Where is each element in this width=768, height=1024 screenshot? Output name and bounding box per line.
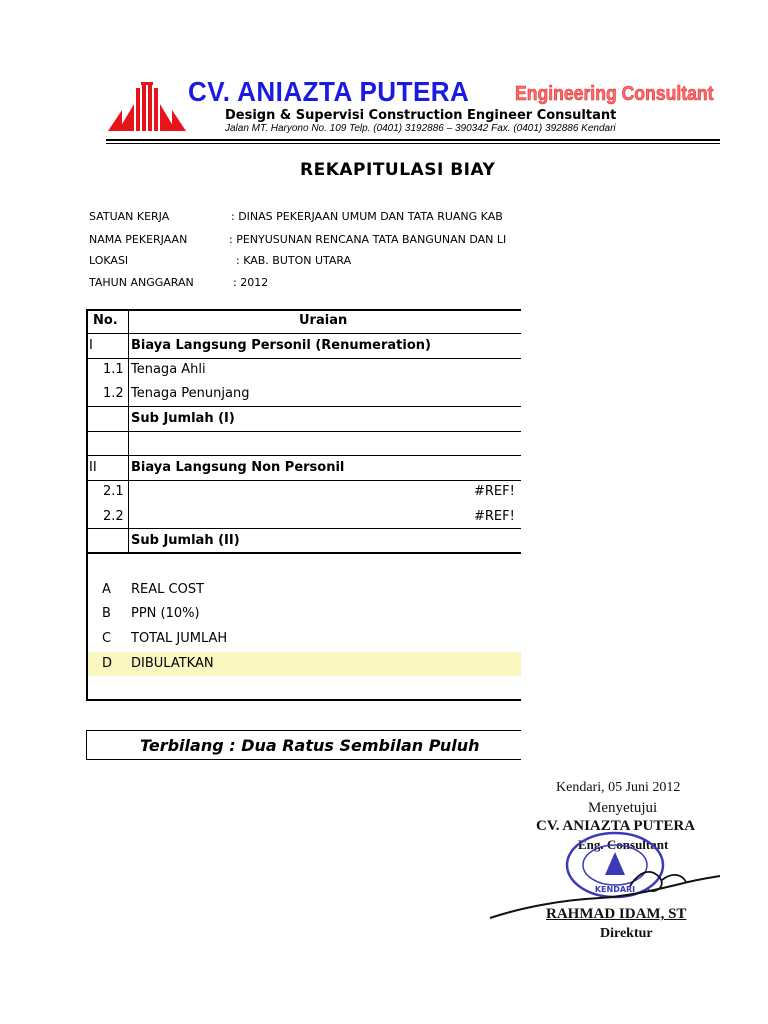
company-subtitle: Design & Supervisi Construction Engineer Consultant — [225, 108, 617, 123]
table-rule — [86, 480, 521, 481]
info-value-nama-pekerjaan: : PENYUSUNAN RENCANA TATA BANGUNAN DAN LI — [229, 233, 507, 246]
document-title: REKAPITULASI BIAY — [300, 160, 496, 180]
summary-label-dibulatkan: DIBULATKAN — [131, 656, 214, 671]
signatory-name: RAHMAD IDAM, ST — [546, 906, 687, 922]
row-subtotal: Sub Jumlah (I) — [131, 411, 235, 426]
row-no: I — [89, 338, 93, 353]
table-rule — [86, 431, 521, 432]
row-uraian: Tenaga Ahli — [131, 362, 206, 377]
info-label-lokasi: LOKASI — [89, 254, 129, 267]
signatory-position: Direktur — [600, 926, 653, 941]
row-uraian: Tenaga Penunjang — [131, 386, 250, 401]
table-rule — [86, 552, 521, 554]
company-tagline: Engineering Consultant — [515, 83, 714, 105]
info-value-lokasi: : KAB. BUTON UTARA — [236, 254, 352, 267]
header-uraian: Uraian — [299, 313, 348, 328]
row-no: 1.2 — [103, 386, 124, 401]
approval-text: Menyetujui — [588, 800, 658, 816]
info-label-tahun-anggaran: TAHUN ANGGARAN — [89, 276, 194, 289]
table-rule — [86, 358, 521, 359]
handwritten-signature — [480, 840, 740, 940]
table-column-divider — [128, 311, 129, 553]
summary-letter: A — [102, 582, 111, 597]
info-label-satuan-kerja: SATUAN KERJA — [89, 210, 170, 223]
signature-role: Eng. Consultant — [578, 837, 669, 852]
summary-label-total: TOTAL JUMLAH — [131, 631, 228, 646]
summary-label-real-cost: REAL COST — [131, 582, 205, 597]
row-uraian: Biaya Langsung Non Personil — [131, 460, 345, 475]
header-no: No. — [93, 313, 118, 328]
row-uraian: Biaya Langsung Personil (Renumeration) — [131, 338, 431, 353]
row-subtotal: Sub Jumlah (II) — [131, 533, 240, 548]
summary-letter: B — [102, 606, 111, 621]
info-label-nama-pekerjaan: NAMA PEKERJAAN — [89, 233, 188, 246]
table-rule — [86, 333, 521, 334]
row-no: 2.2 — [103, 509, 124, 524]
stamp-label: KENDARI — [594, 885, 636, 894]
table-rule — [86, 528, 521, 529]
row-no: II — [89, 460, 97, 475]
info-value-satuan-kerja: : DINAS PEKERJAAN UMUM DAN TATA RUANG KAB — [231, 210, 503, 223]
table-rule — [86, 455, 521, 456]
row-no: 2.1 — [103, 484, 124, 499]
summary-letter: C — [102, 631, 112, 646]
signature-company: CV. ANIAZTA PUTERA — [536, 818, 696, 834]
place-date: Kendari, 05 Juni 2012 — [556, 780, 681, 795]
summary-label-ppn: PPN (10%) — [131, 606, 200, 621]
terbilang-text: Terbilang : Dua Ratus Sembilan Puluh — [140, 736, 480, 755]
row-no: 1.1 — [103, 362, 124, 377]
company-address: Jalan MT. Haryono No. 109 Telp. (0401) 3192886 – 390342 Fax. (0401) 392886 Kendari — [225, 123, 616, 134]
company-name: CV. ANIAZTA PUTERA — [188, 76, 470, 107]
summary-letter: D — [102, 656, 113, 671]
row-value-ref: #REF! — [474, 509, 515, 524]
row-value-ref: #REF! — [474, 484, 515, 499]
table-rule — [86, 406, 521, 407]
info-value-tahun-anggaran: : 2012 — [233, 276, 269, 289]
